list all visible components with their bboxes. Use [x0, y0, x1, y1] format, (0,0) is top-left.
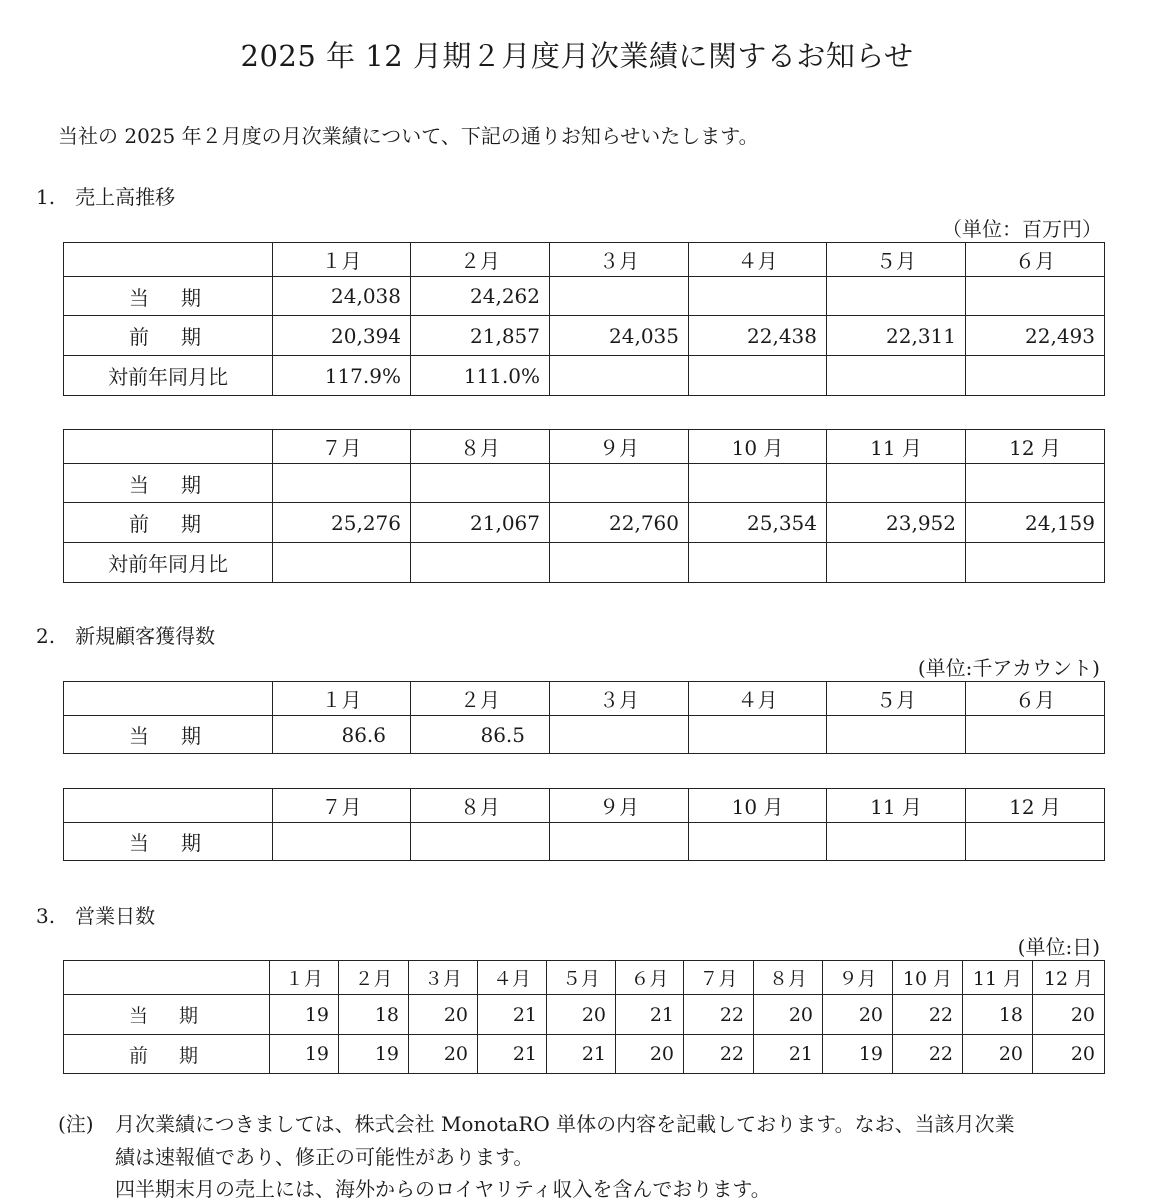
table-cell: 22 — [893, 995, 963, 1035]
table-cell — [827, 823, 966, 861]
table-row-current — [64, 277, 1105, 316]
table-cell — [827, 543, 966, 583]
table-cell: 86.5 — [411, 716, 550, 754]
month-header: ２月 — [411, 243, 550, 277]
table-header-row — [64, 430, 1105, 464]
sales-table-h1 — [63, 242, 1105, 396]
unit-label-customers: (単位:千アカウント) — [917, 656, 1100, 680]
table-cell: 21 — [478, 995, 547, 1035]
page-title: 2025 年 12 月期２月度月次業績に関するお知らせ — [240, 39, 914, 73]
row-label-previous: 前 期 — [64, 1035, 270, 1074]
table-cell: 22,493 — [966, 316, 1105, 356]
table-cell: 20 — [547, 995, 616, 1035]
table-cell — [411, 823, 550, 861]
month-header: ８月 — [411, 789, 550, 823]
table-cell: 24,262 — [411, 277, 550, 316]
table-header-row — [64, 682, 1105, 716]
table-cell: 23,952 — [827, 503, 966, 543]
month-header: 10 月 — [893, 961, 963, 995]
month-header: ２月 — [339, 961, 409, 995]
table-cell — [550, 716, 689, 754]
month-header: ４月 — [478, 961, 547, 995]
table-cell — [550, 823, 689, 861]
table-cell: 21 — [616, 995, 684, 1035]
row-label-yoy: 対前年同月比 — [64, 543, 273, 583]
table-cell — [689, 823, 827, 861]
table-cell: 20 — [616, 1035, 684, 1074]
month-header: ３月 — [550, 682, 689, 716]
table-cell: 111.0% — [411, 356, 550, 396]
table-cell: 21 — [754, 1035, 823, 1074]
table-cell: 86.6 — [273, 716, 411, 754]
table-cell: 20 — [409, 995, 478, 1035]
month-header: 12 月 — [1033, 961, 1105, 995]
section-heading-days: 3. 営業日数 — [36, 904, 156, 928]
table-cell — [273, 464, 411, 503]
section-heading-customers: 2. 新規顧客獲得数 — [36, 624, 216, 648]
table-cell — [689, 716, 827, 754]
table-cell: 22 — [684, 995, 754, 1035]
customers-table-h2 — [63, 788, 1105, 861]
table-cell — [827, 356, 966, 396]
month-header: ９月 — [550, 789, 689, 823]
table-header-row — [64, 243, 1105, 277]
table-cell: 24,038 — [273, 277, 411, 316]
month-header: ９月 — [550, 430, 689, 464]
month-header: 10 月 — [689, 430, 827, 464]
table-cell: 117.9% — [273, 356, 411, 396]
month-header: 11 月 — [963, 961, 1033, 995]
table-cell: 21,067 — [411, 503, 550, 543]
table-cell: 18 — [963, 995, 1033, 1035]
sales-table-h2 — [63, 429, 1105, 583]
table-cell: 22,311 — [827, 316, 966, 356]
month-header: １月 — [273, 682, 411, 716]
table-cell — [689, 277, 827, 316]
table-cell — [689, 543, 827, 583]
table-cell: 20 — [754, 995, 823, 1035]
table-cell: 22,438 — [689, 316, 827, 356]
days-table — [63, 960, 1105, 1074]
table-cell — [689, 464, 827, 503]
table-cell: 20 — [1033, 995, 1105, 1035]
table-row-current — [64, 823, 1105, 861]
table-cell: 24,159 — [966, 503, 1105, 543]
table-cell — [827, 464, 966, 503]
table-cell: 25,276 — [273, 503, 411, 543]
table-cell — [550, 543, 689, 583]
intro-text: 当社の 2025 年２月度の月次業績について、下記の通りお知らせいたします。 — [58, 124, 759, 148]
table-cell: 19 — [270, 995, 339, 1035]
table-cell — [411, 464, 550, 503]
table-cell — [550, 277, 689, 316]
table-row-previous — [64, 316, 1105, 356]
table-cell — [966, 464, 1105, 503]
table-cell: 20 — [1033, 1035, 1105, 1074]
unit-label-days: (単位:日) — [1017, 935, 1100, 959]
row-label-current: 当 期 — [64, 823, 273, 861]
month-header: 12 月 — [966, 430, 1105, 464]
table-row-current — [64, 995, 1105, 1035]
table-cell — [966, 277, 1105, 316]
month-header: 10 月 — [689, 789, 827, 823]
month-header: ６月 — [616, 961, 684, 995]
table-cell — [966, 543, 1105, 583]
note-line-3: 四半期末月の売上には、海外からのロイヤリティ収入を含んでおります。 — [115, 1177, 771, 1201]
table-cell: 20 — [409, 1035, 478, 1074]
month-header: ７月 — [273, 430, 411, 464]
table-cell — [689, 356, 827, 396]
table-cell — [966, 716, 1105, 754]
month-header: ４月 — [689, 243, 827, 277]
row-label-current: 当 期 — [64, 277, 273, 316]
table-cell: 20,394 — [273, 316, 411, 356]
note-line-1: 月次業績につきましては、株式会社 MonotaRO 単体の内容を記載しております。なお、当該月次業 — [115, 1112, 1015, 1136]
month-header: ３月 — [409, 961, 478, 995]
table-cell: 24,035 — [550, 316, 689, 356]
table-cell — [273, 543, 411, 583]
month-header: ５月 — [547, 961, 616, 995]
table-cell — [966, 356, 1105, 396]
table-cell: 21,857 — [411, 316, 550, 356]
table-header-row — [64, 961, 1105, 995]
month-header: １月 — [273, 243, 411, 277]
table-cell — [827, 277, 966, 316]
row-label-current: 当 期 — [64, 464, 273, 503]
month-header: ９月 — [823, 961, 893, 995]
table-cell: 19 — [823, 1035, 893, 1074]
customers-table-h1 — [63, 681, 1105, 754]
row-label-previous: 前 期 — [64, 503, 273, 543]
table-cell — [273, 823, 411, 861]
month-header: ２月 — [411, 682, 550, 716]
table-row-previous — [64, 1035, 1105, 1074]
month-header: ５月 — [827, 243, 966, 277]
table-cell: 21 — [547, 1035, 616, 1074]
table-cell — [550, 356, 689, 396]
month-header: ６月 — [966, 682, 1105, 716]
month-header: ５月 — [827, 682, 966, 716]
table-row-previous — [64, 503, 1105, 543]
table-cell: 22 — [684, 1035, 754, 1074]
row-label-yoy: 対前年同月比 — [64, 356, 273, 396]
month-header: ６月 — [966, 243, 1105, 277]
table-cell: 20 — [963, 1035, 1033, 1074]
month-header: 11 月 — [827, 430, 966, 464]
table-row-yoy — [64, 356, 1105, 396]
table-cell: 25,354 — [689, 503, 827, 543]
month-header: ８月 — [754, 961, 823, 995]
month-header: ３月 — [550, 243, 689, 277]
note-prefix: (注) — [58, 1112, 94, 1136]
table-row-current — [64, 464, 1105, 503]
table-row-yoy — [64, 543, 1105, 583]
section-heading-sales: 1. 売上高推移 — [36, 185, 176, 209]
table-cell — [411, 543, 550, 583]
month-header: ４月 — [689, 682, 827, 716]
month-header: １月 — [270, 961, 339, 995]
table-cell: 19 — [339, 1035, 409, 1074]
row-label-current: 当 期 — [64, 995, 270, 1035]
month-header: ８月 — [411, 430, 550, 464]
month-header: 11 月 — [827, 789, 966, 823]
table-cell: 20 — [823, 995, 893, 1035]
month-header: ７月 — [273, 789, 411, 823]
unit-label-sales: （単位：百万円） — [942, 217, 1102, 241]
table-cell — [966, 823, 1105, 861]
table-header-row — [64, 789, 1105, 823]
month-header: ７月 — [684, 961, 754, 995]
row-label-current: 当 期 — [64, 716, 273, 754]
table-cell: 21 — [478, 1035, 547, 1074]
table-cell: 22 — [893, 1035, 963, 1074]
table-cell: 19 — [270, 1035, 339, 1074]
note-line-2: 績は速報値であり、修正の可能性があります。 — [115, 1145, 534, 1169]
table-cell: 18 — [339, 995, 409, 1035]
row-label-previous: 前 期 — [64, 316, 273, 356]
table-row-current — [64, 716, 1105, 754]
table-cell — [827, 716, 966, 754]
month-header: 12 月 — [966, 789, 1105, 823]
table-cell: 22,760 — [550, 503, 689, 543]
table-cell — [550, 464, 689, 503]
